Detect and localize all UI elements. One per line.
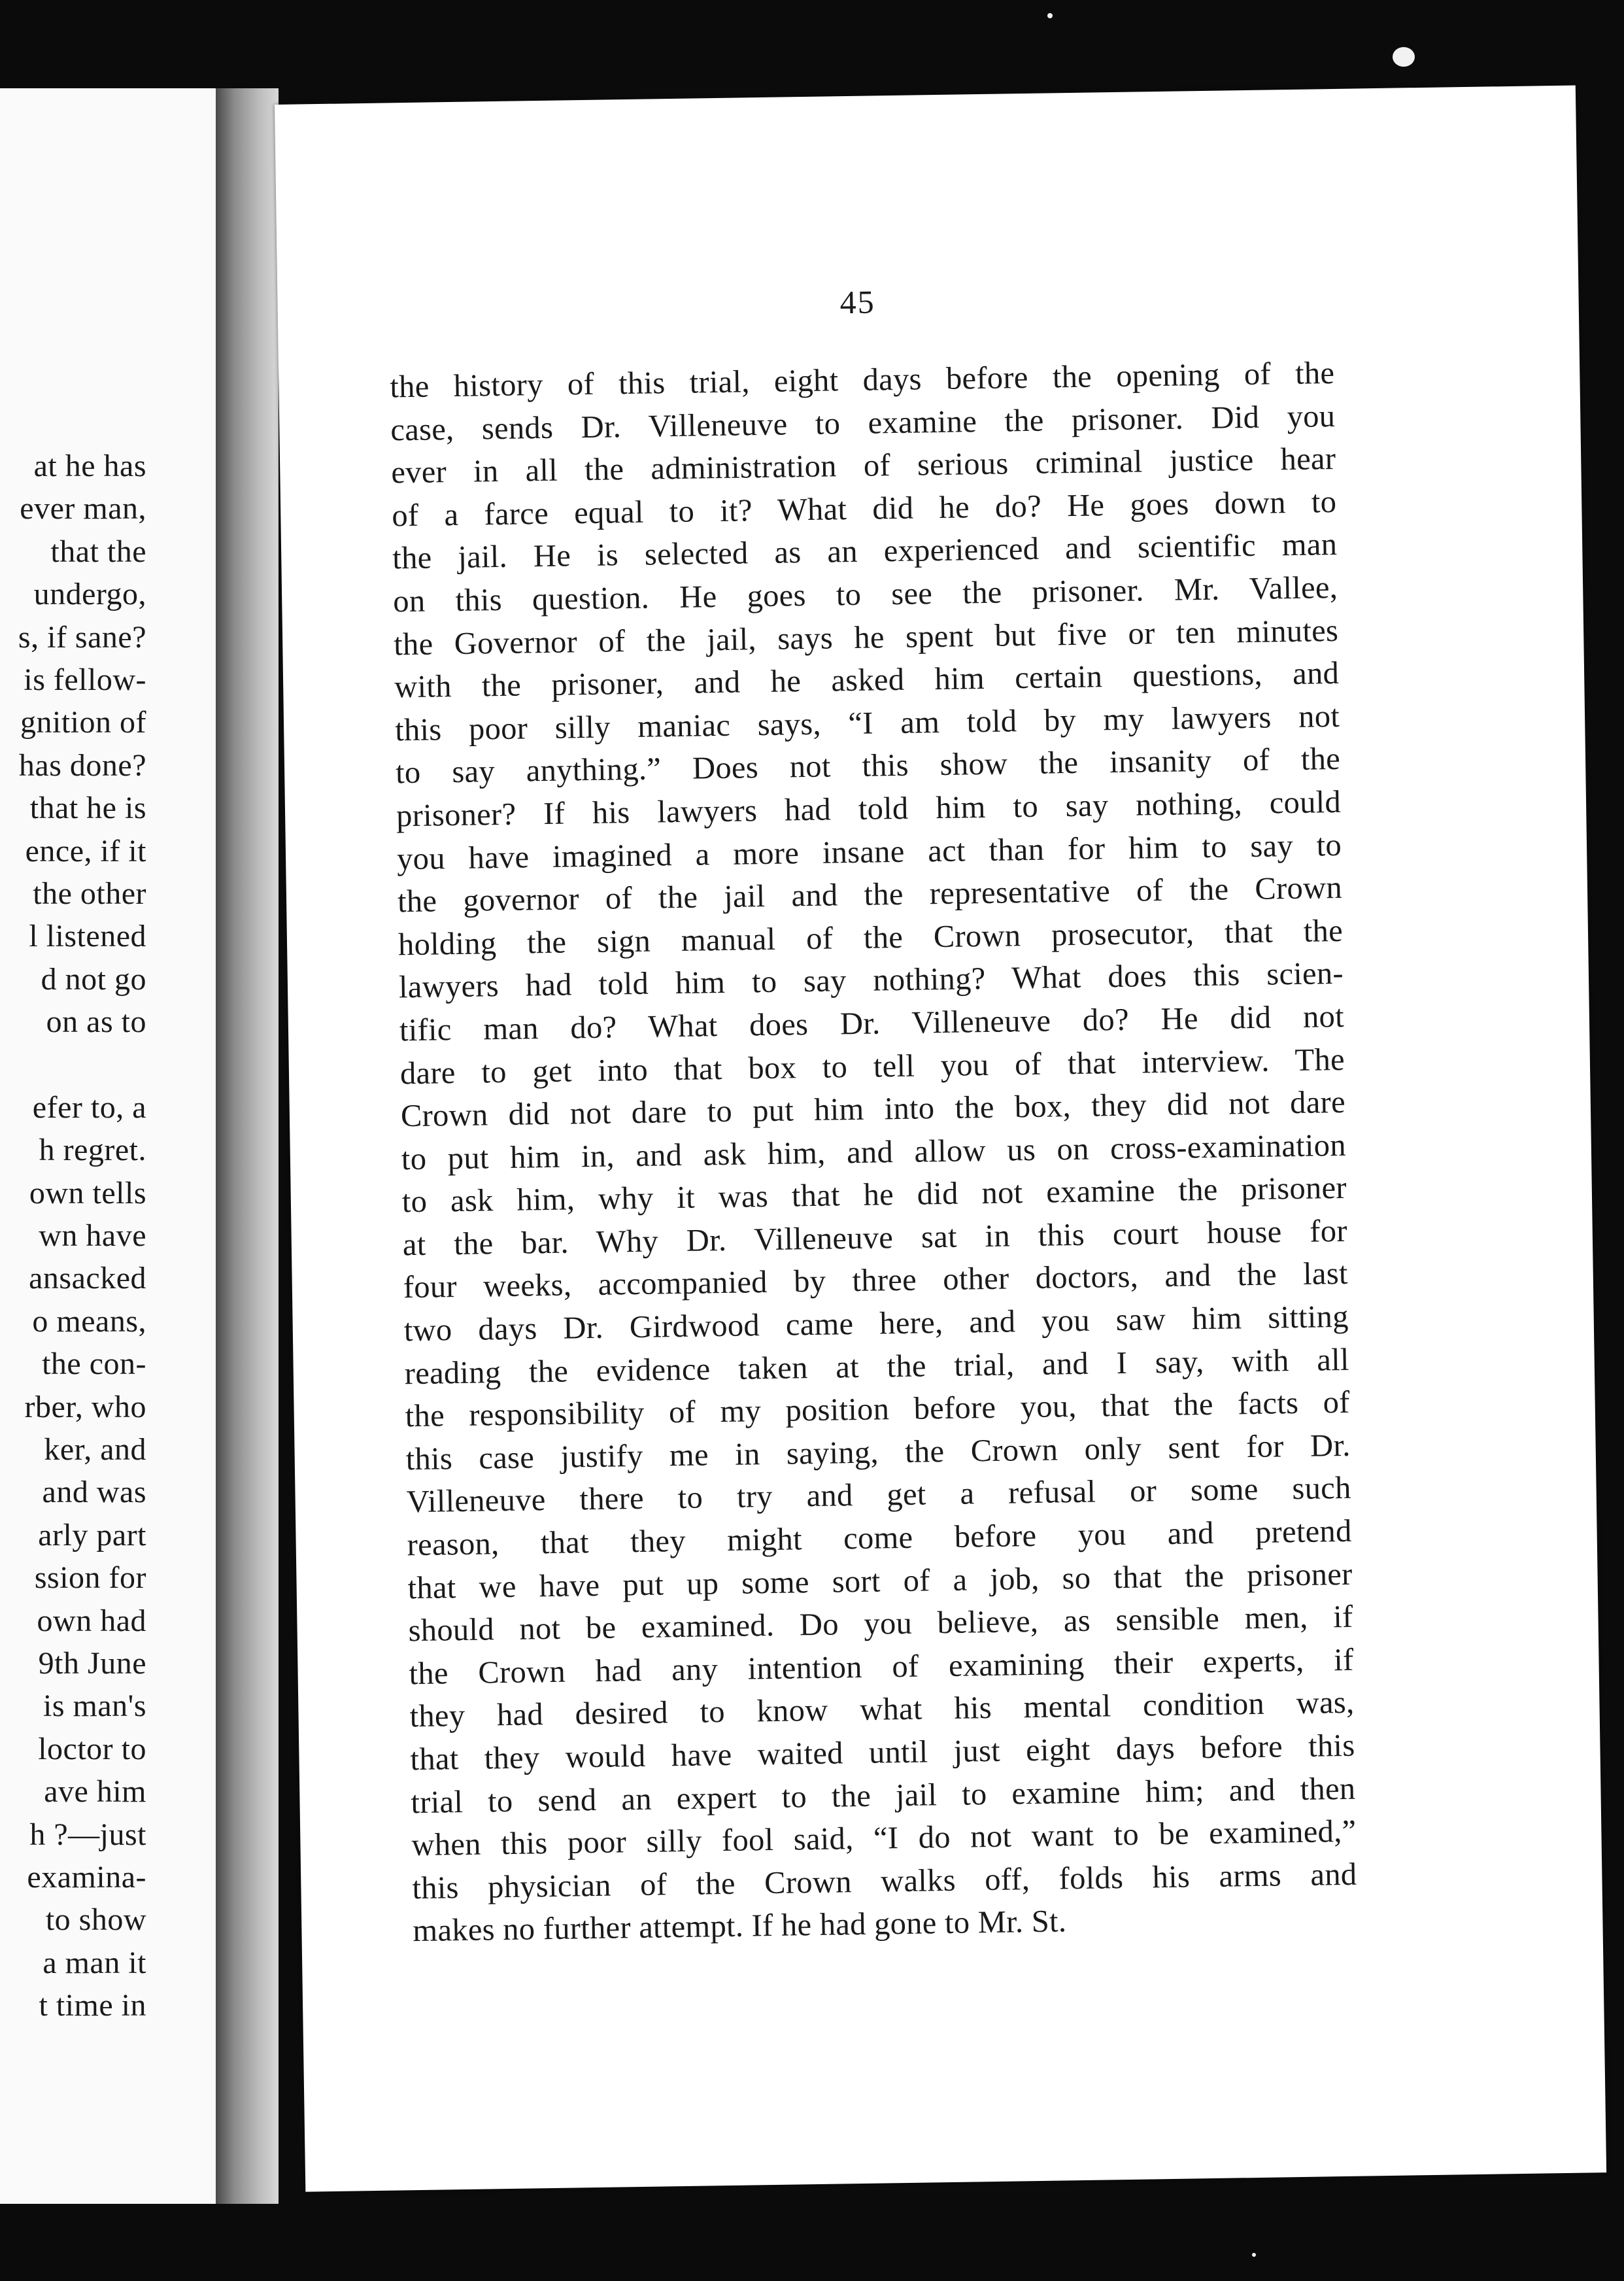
text-line: is fellow-	[24, 662, 146, 697]
text-line: ever man,	[20, 491, 146, 526]
text-line: ansacked	[29, 1261, 146, 1296]
text-line: of a farce equal to it? What did he do? He goes down to	[391, 484, 1337, 534]
text-line: trial to send an expert to the jail to examine him; and then	[411, 1771, 1356, 1820]
text-line: this case justify me in saying, the Crown only sent for Dr.	[405, 1428, 1351, 1477]
text-line: s, if sane?	[18, 619, 146, 655]
text-line: they had desired to know what his mental condition was,	[409, 1685, 1355, 1734]
text-line: lawyers had told him to say nothing? What does this scien-	[398, 956, 1344, 1005]
book-gutter	[216, 88, 279, 2204]
text-line: the other	[33, 876, 146, 911]
scan-speck	[1252, 2253, 1256, 2257]
text-line: loctor to	[38, 1731, 146, 1766]
text-line: should not be examined. Do you believe, as sensible men, if	[408, 1600, 1353, 1649]
text-line: you have imagined a more insane act than for him to say to	[396, 827, 1342, 876]
text-line: on as to	[46, 1004, 146, 1040]
text-line: the jail. He is selected as an experienced and scientific man	[392, 527, 1338, 576]
text-line: 9th June	[38, 1645, 146, 1681]
text-line: at the bar. Why Dr. Villeneuve sat in this court house for	[402, 1213, 1348, 1263]
text-line: dare to get into that box to tell you of that interview. The	[399, 1042, 1345, 1091]
text-line: own had	[37, 1603, 146, 1638]
text-line: to ask him, why it was that he did not examine the prisoner	[401, 1171, 1347, 1220]
text-line: ave him	[44, 1774, 146, 1809]
scan-speck	[1393, 47, 1415, 67]
text-line: wn have	[39, 1218, 146, 1254]
text-line: holding the sign manual of the Crown prosecutor, that the	[398, 913, 1344, 963]
text-line: t time in	[39, 1988, 146, 2023]
text-line: and was	[42, 1475, 146, 1510]
text-line: tific man do? What does Dr. Villeneuve do? He did not	[399, 999, 1345, 1048]
text-line: on this question. He goes to see the prisoner. Mr. Vallee,	[392, 570, 1338, 619]
text-line: the Governor of the jail, says he spent but five or ten minutes	[393, 613, 1339, 662]
text-line: d not go	[41, 961, 146, 997]
text-line: the con-	[42, 1346, 146, 1382]
text-line: undergo,	[33, 577, 146, 612]
text-line: at he has	[33, 449, 146, 483]
text-line: Villeneuve there to try and get a refusal or some such	[406, 1471, 1351, 1520]
text-line: when this poor silly fool said, “I do not want to be examined,”	[411, 1813, 1357, 1863]
paragraph-gap	[0, 1043, 146, 1086]
text-line: has done?	[18, 747, 146, 783]
current-page	[275, 85, 1606, 2191]
text-line: the history of this trial, eight days before the opening of the	[390, 355, 1335, 405]
text-line: case, sends Dr. Villeneuve to examine the prisoner. Did you	[390, 398, 1336, 448]
text-line: the governor of the jail and the representative of the Crown	[397, 870, 1343, 919]
text-line: o means,	[32, 1303, 146, 1339]
text-line: Crown did not dare to put him into the box, they did not dare	[400, 1084, 1346, 1134]
text-line: reading the evidence taken at the trial, and I say, with all	[404, 1342, 1350, 1391]
text-line: two days Dr. Girdwood came here, and you saw him sitting	[403, 1299, 1349, 1348]
text-line: that they would have waited until just eight days before this	[410, 1728, 1355, 1777]
text-line: to show	[45, 1902, 146, 1938]
text-line: efer to, a	[32, 1089, 146, 1125]
text-line: gnition of	[20, 705, 146, 740]
text-line: with the prisoner, and he asked him certain questions, and	[394, 656, 1340, 705]
text-line: examina-	[27, 1859, 146, 1895]
text-line: four weeks, accompanied by three other doctors, and the last	[403, 1256, 1349, 1305]
text-line: l listened	[29, 919, 146, 954]
text-line: the responsibility of my position before you, that the facts of	[405, 1385, 1351, 1434]
text-line: to say anything.” Does not this show the insanity of the	[395, 742, 1341, 791]
text-line: arly part	[38, 1517, 146, 1552]
text-line: this physician of the Crown walks off, folds his arms and	[412, 1857, 1357, 1906]
text-line: that he is	[29, 791, 146, 826]
page-body-text	[390, 352, 1358, 1953]
text-line: prisoner? If his lawyers had told him to say nothing, could	[396, 784, 1342, 834]
text-line: makes no further attempt. If he had gone to Mr. St.	[413, 1904, 1067, 1949]
text-line: is man's	[43, 1689, 146, 1724]
text-line: h ?—just	[29, 1817, 146, 1852]
text-line: a man it	[42, 1945, 146, 1980]
text-line: to put him in, and ask him, and allow us on cross-examination	[401, 1127, 1347, 1176]
text-line: rber, who	[24, 1389, 146, 1424]
scan-speck	[1047, 13, 1053, 18]
previous-page-text	[0, 445, 146, 2027]
text-line: that the	[50, 534, 146, 569]
text-line: h regret.	[39, 1133, 146, 1168]
text-line: that we have put up some sort of a job, so that the prisoner	[407, 1556, 1353, 1605]
page-number: 45	[839, 283, 875, 321]
text-line: reason, that they might come before you and pretend	[407, 1513, 1352, 1563]
text-line: the Crown had any intention of examining their experts, if	[409, 1642, 1354, 1692]
text-line: ssion for	[34, 1560, 146, 1596]
text-line: ker, and	[44, 1432, 146, 1467]
text-line: own tells	[29, 1175, 146, 1210]
text-line: ence, if it	[25, 833, 146, 868]
text-line: this poor silly maniac says, “I am told by my lawyers not	[394, 698, 1340, 748]
text-line: ever in all the administration of serious criminal justice hear	[390, 441, 1336, 490]
previous-page	[0, 88, 216, 2204]
